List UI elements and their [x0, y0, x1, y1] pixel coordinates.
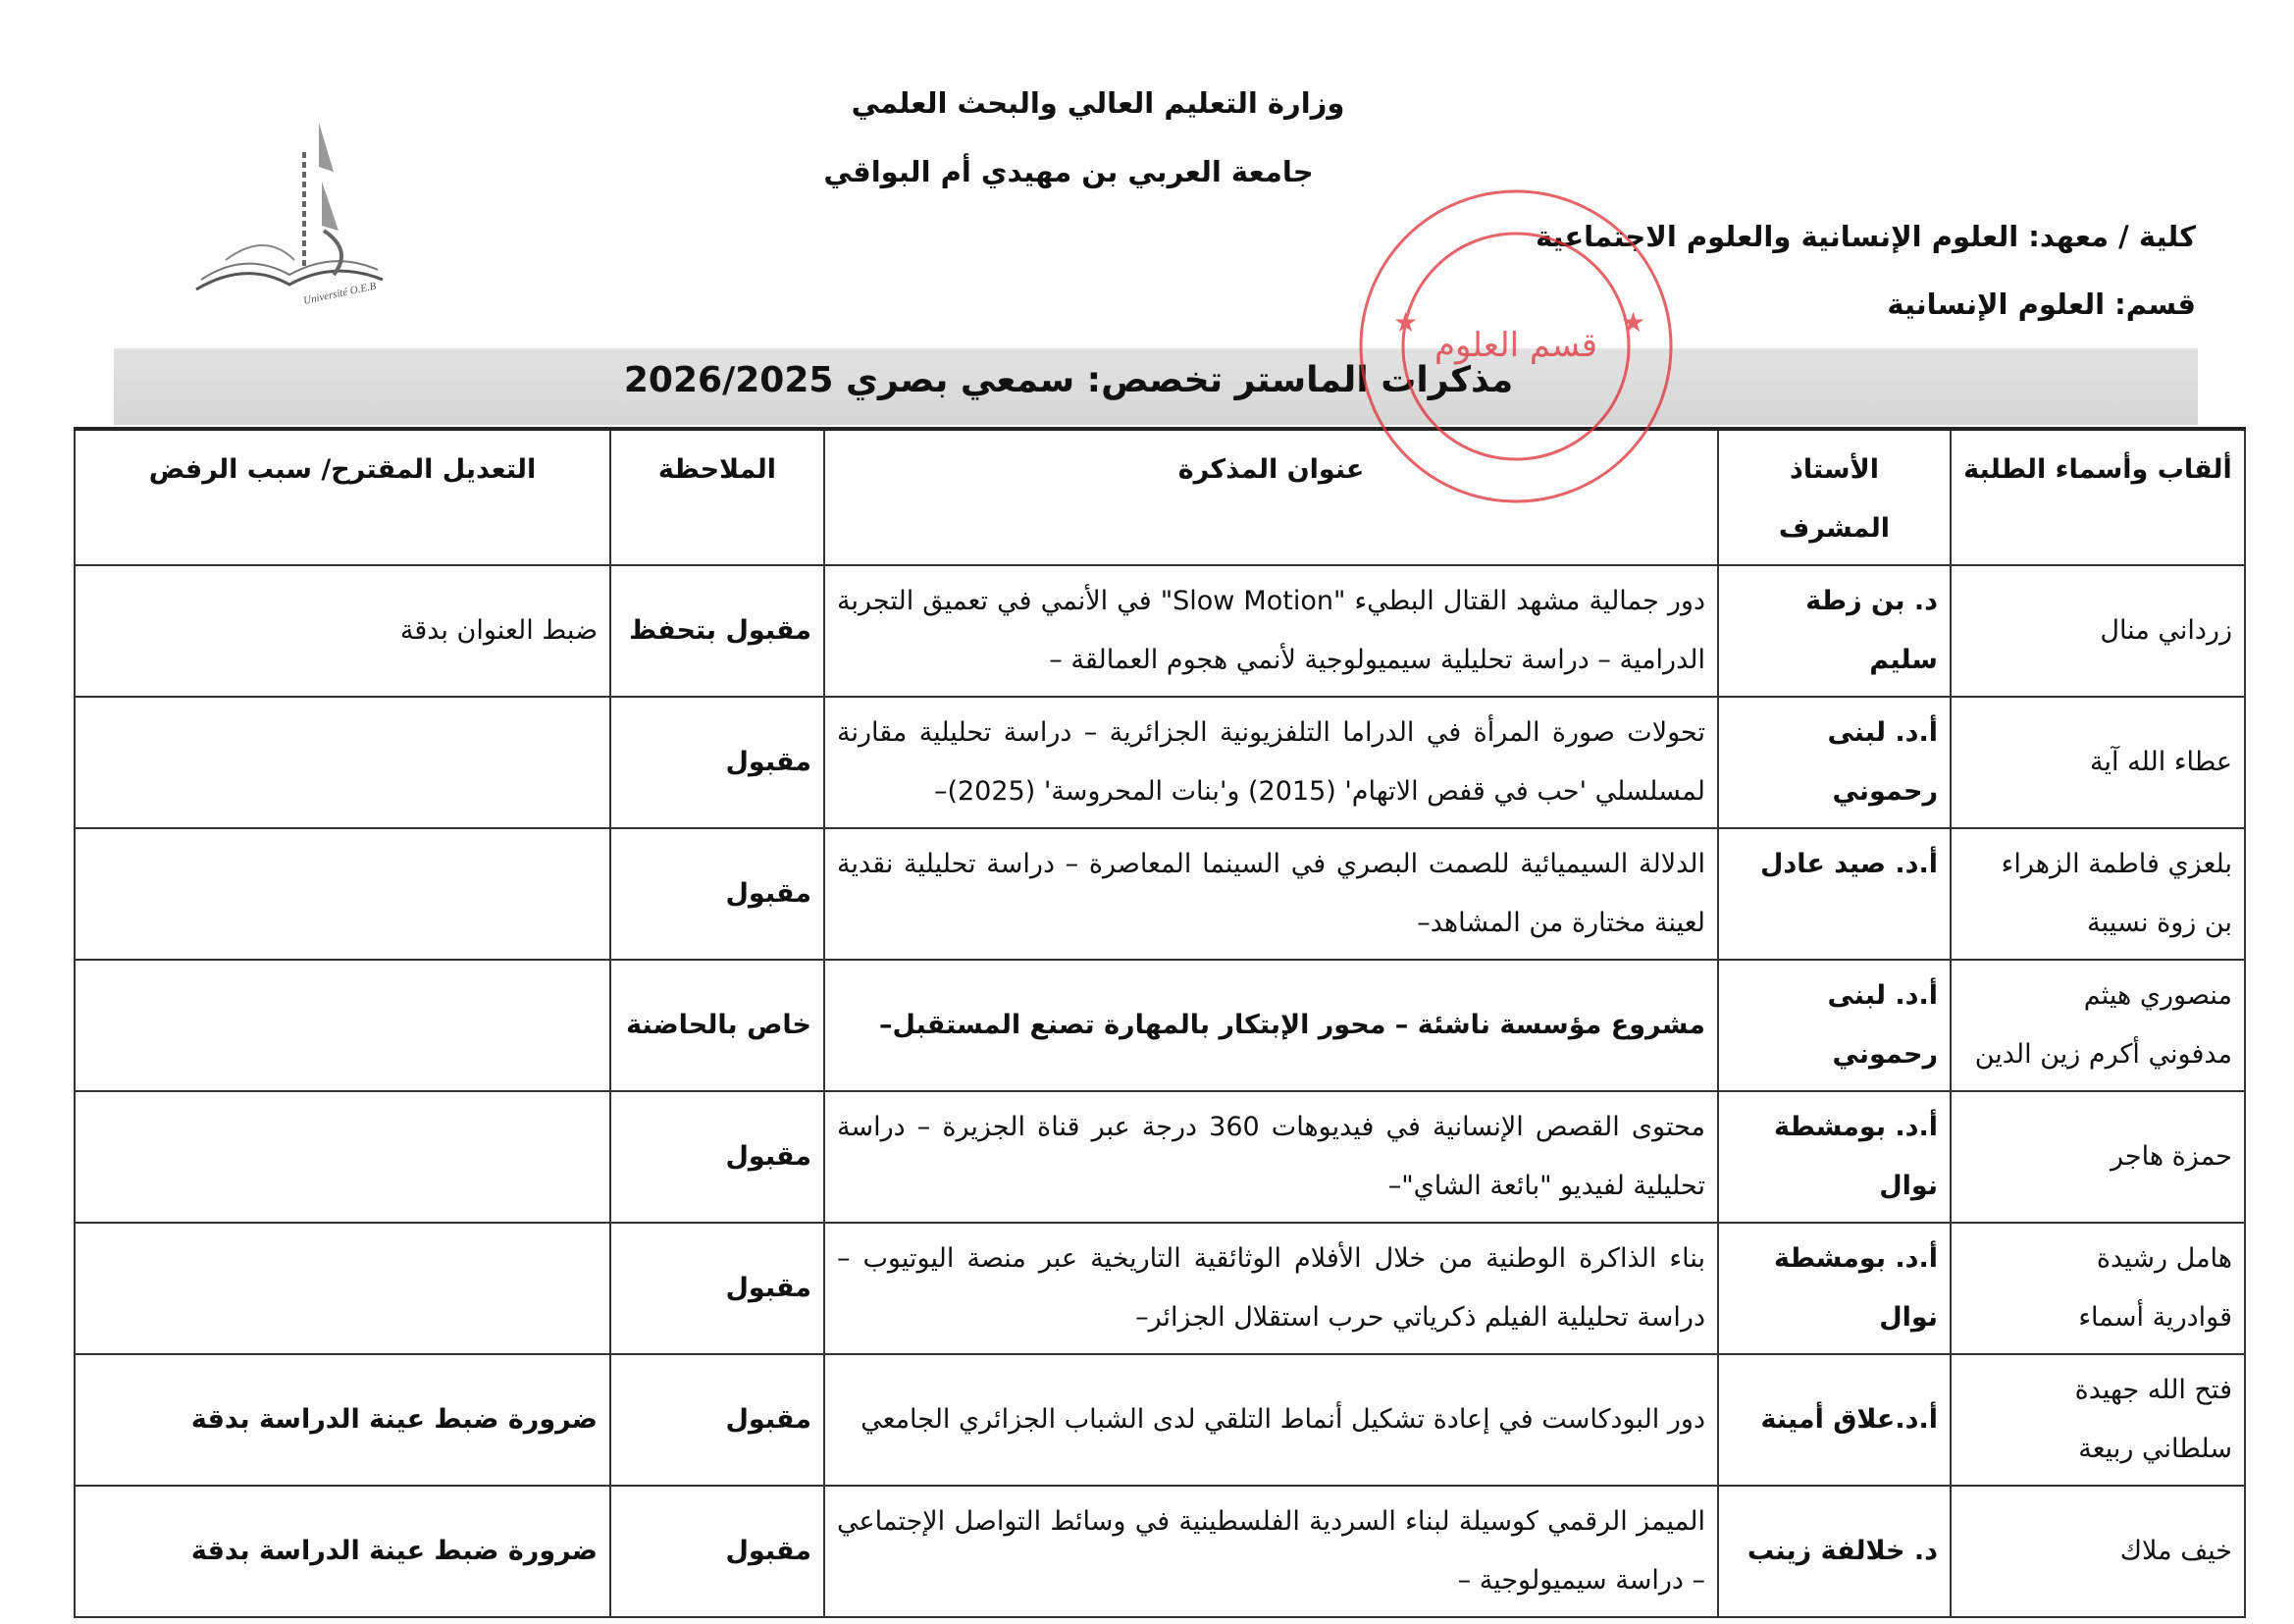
table-row [75, 1486, 2245, 1617]
students-cell [1951, 828, 2245, 960]
change-cell [75, 1091, 610, 1223]
students-cell [1951, 697, 2245, 828]
thesis-title-cell: بناء الذاكرة الوطنية من خلال الأفلام الوثائقية التاريخية عبر منصة اليوتيوب – دراسة تحليلية الفيلم ذكرياتي حرب استقلال الجزائر– [824, 1223, 1718, 1354]
thesis-title-cell: مشروع مؤسسة ناشئة – محور الإبتكار بالمهارة تصنع المستقبل– [824, 960, 1718, 1091]
table-row [75, 1223, 2245, 1354]
students-cell [1951, 1354, 2245, 1486]
supervisor-cell: أ.د. لبنى رحموني [1718, 697, 1951, 828]
col-students: ألقاب وأسماء الطلبة [1951, 429, 2245, 565]
note-cell: مقبول [610, 828, 824, 960]
supervisor-cell: أ.د. صيد عادل [1718, 828, 1951, 960]
university-name: جامعة العربي بن مهيدي أم البواقي [823, 155, 1314, 188]
supervisor-cell: أ.د. بومشطة نوال [1718, 1091, 1951, 1223]
note-cell: مقبول [610, 1091, 824, 1223]
note-cell: خاص بالحاضنة [610, 960, 824, 1091]
students-cell [1951, 1091, 2245, 1223]
note-cell: مقبول بتحفظ [610, 565, 824, 697]
change-cell: ضبط العنوان بدقة [75, 565, 610, 697]
supervisor-cell: د. خلالفة زينب [1718, 1486, 1951, 1617]
svg-text:★: ★ [1393, 306, 1419, 339]
department-name: قسم: العلوم الإنسانية [1887, 288, 2196, 321]
table-header-row [75, 429, 2245, 565]
student-name: سلطاني ربيعة [2078, 1434, 2232, 1464]
student-name: خيف ملاك [2119, 1536, 2232, 1566]
note-cell: مقبول [610, 697, 824, 828]
thesis-title-cell: دور البودكاست في إعادة تشكيل أنماط التلقي لدى الشباب الجزائري الجامعي [824, 1354, 1718, 1486]
student-name: منصوري هيثم [2083, 980, 2232, 1011]
students-cell [1951, 1486, 2245, 1617]
student-name: فتح الله جهيدة [2074, 1375, 2232, 1405]
svg-text:Université O.E.B: Université O.E.B [302, 280, 378, 307]
students-cell [1951, 960, 2245, 1091]
student-name: عطاء الله آية [2090, 747, 2232, 777]
thesis-title-cell: الميمز الرقمي كوسيلة لبناء السردية الفلسطينية في وسائط التواصل الإجتماعي – دراسة سيميولوجية – [824, 1486, 1718, 1617]
supervisor-cell: أ.د. بومشطة نوال [1718, 1223, 1951, 1354]
student-name: بلعزي فاطمة الزهراء [2001, 849, 2232, 879]
students-cell [1951, 1223, 2245, 1354]
university-logo [186, 113, 392, 309]
student-name: هامل رشيدة [2096, 1243, 2232, 1274]
change-cell [75, 697, 610, 828]
faculty-name: كلية / معهد: العلوم الإنسانية والعلوم الاجتماعية [1535, 220, 2196, 253]
student-name: قوادرية أسماء [2078, 1302, 2232, 1333]
supervisor-cell: أ.د.علاق أمينة [1718, 1354, 1951, 1486]
student-name: مدفوني أكرم زين الدين [1974, 1039, 2232, 1070]
col-title: عنوان المذكرة [824, 429, 1718, 565]
thesis-title-cell: محتوى القصص الإنسانية في فيديوهات 360 درجة عبر قناة الجزيرة – دراسة تحليلية لفيديو "بائعة الشاي"– [824, 1091, 1718, 1223]
table-row [75, 697, 2245, 828]
theses-table [74, 427, 2246, 1618]
change-cell [75, 828, 610, 960]
student-name: بن زوة نسيبة [2087, 908, 2232, 938]
svg-text:★: ★ [1621, 306, 1646, 339]
supervisor-cell: د. بن زطة سليم [1718, 565, 1951, 697]
students-cell [1951, 565, 2245, 697]
note-cell: مقبول [610, 1354, 824, 1486]
ministry-name: وزارة التعليم العالي والبحث العلمي [851, 86, 1345, 120]
svg-text:قسم العلوم: قسم العلوم [1434, 326, 1598, 365]
table-row [75, 1354, 2245, 1486]
table-row [75, 960, 2245, 1091]
change-cell [75, 960, 610, 1091]
col-note: الملاحظة [610, 429, 824, 565]
note-cell: مقبول [610, 1223, 824, 1354]
thesis-title-cell: دور جمالية مشهد القتال البطيء "Slow Motion" في الأنمي في تعميق التجربة الدرامية – دراسة تحليلية سيميولوجية لأنمي هجوم العمالقة – [824, 565, 1718, 697]
table-row [75, 828, 2245, 960]
change-cell: ضرورة ضبط عينة الدراسة بدقة [75, 1354, 610, 1486]
note-cell: مقبول [610, 1486, 824, 1617]
table-row [75, 1091, 2245, 1223]
supervisor-cell: أ.د. لبنى رحموني [1718, 960, 1951, 1091]
col-supervisor: الأستاذ المشرف [1718, 429, 1951, 565]
thesis-title-cell: تحولات صورة المرأة في الدراما التلفزيونية الجزائرية – دراسة تحليلية مقارنة لمسلسلي 'حب في قفص الاتهام' (2015) و'بنات المحروسة' (2025)– [824, 697, 1718, 828]
thesis-title-cell: الدلالة السيميائية للصمت البصري في السينما المعاصرة – دراسة تحليلية نقدية لعينة مختارة من المشاهد– [824, 828, 1718, 960]
table-row [75, 565, 2245, 697]
student-name: حمزة هاجر [2111, 1141, 2232, 1172]
change-cell: ضرورة ضبط عينة الدراسة بدقة [75, 1486, 610, 1617]
document-title: مذكرات الماستر تخصص: سمعي بصري 2026/2025 [623, 360, 1514, 400]
change-cell [75, 1223, 610, 1354]
student-name: زرداني منال [2100, 615, 2232, 646]
col-change: التعديل المقترح/ سبب الرفض [75, 429, 610, 565]
